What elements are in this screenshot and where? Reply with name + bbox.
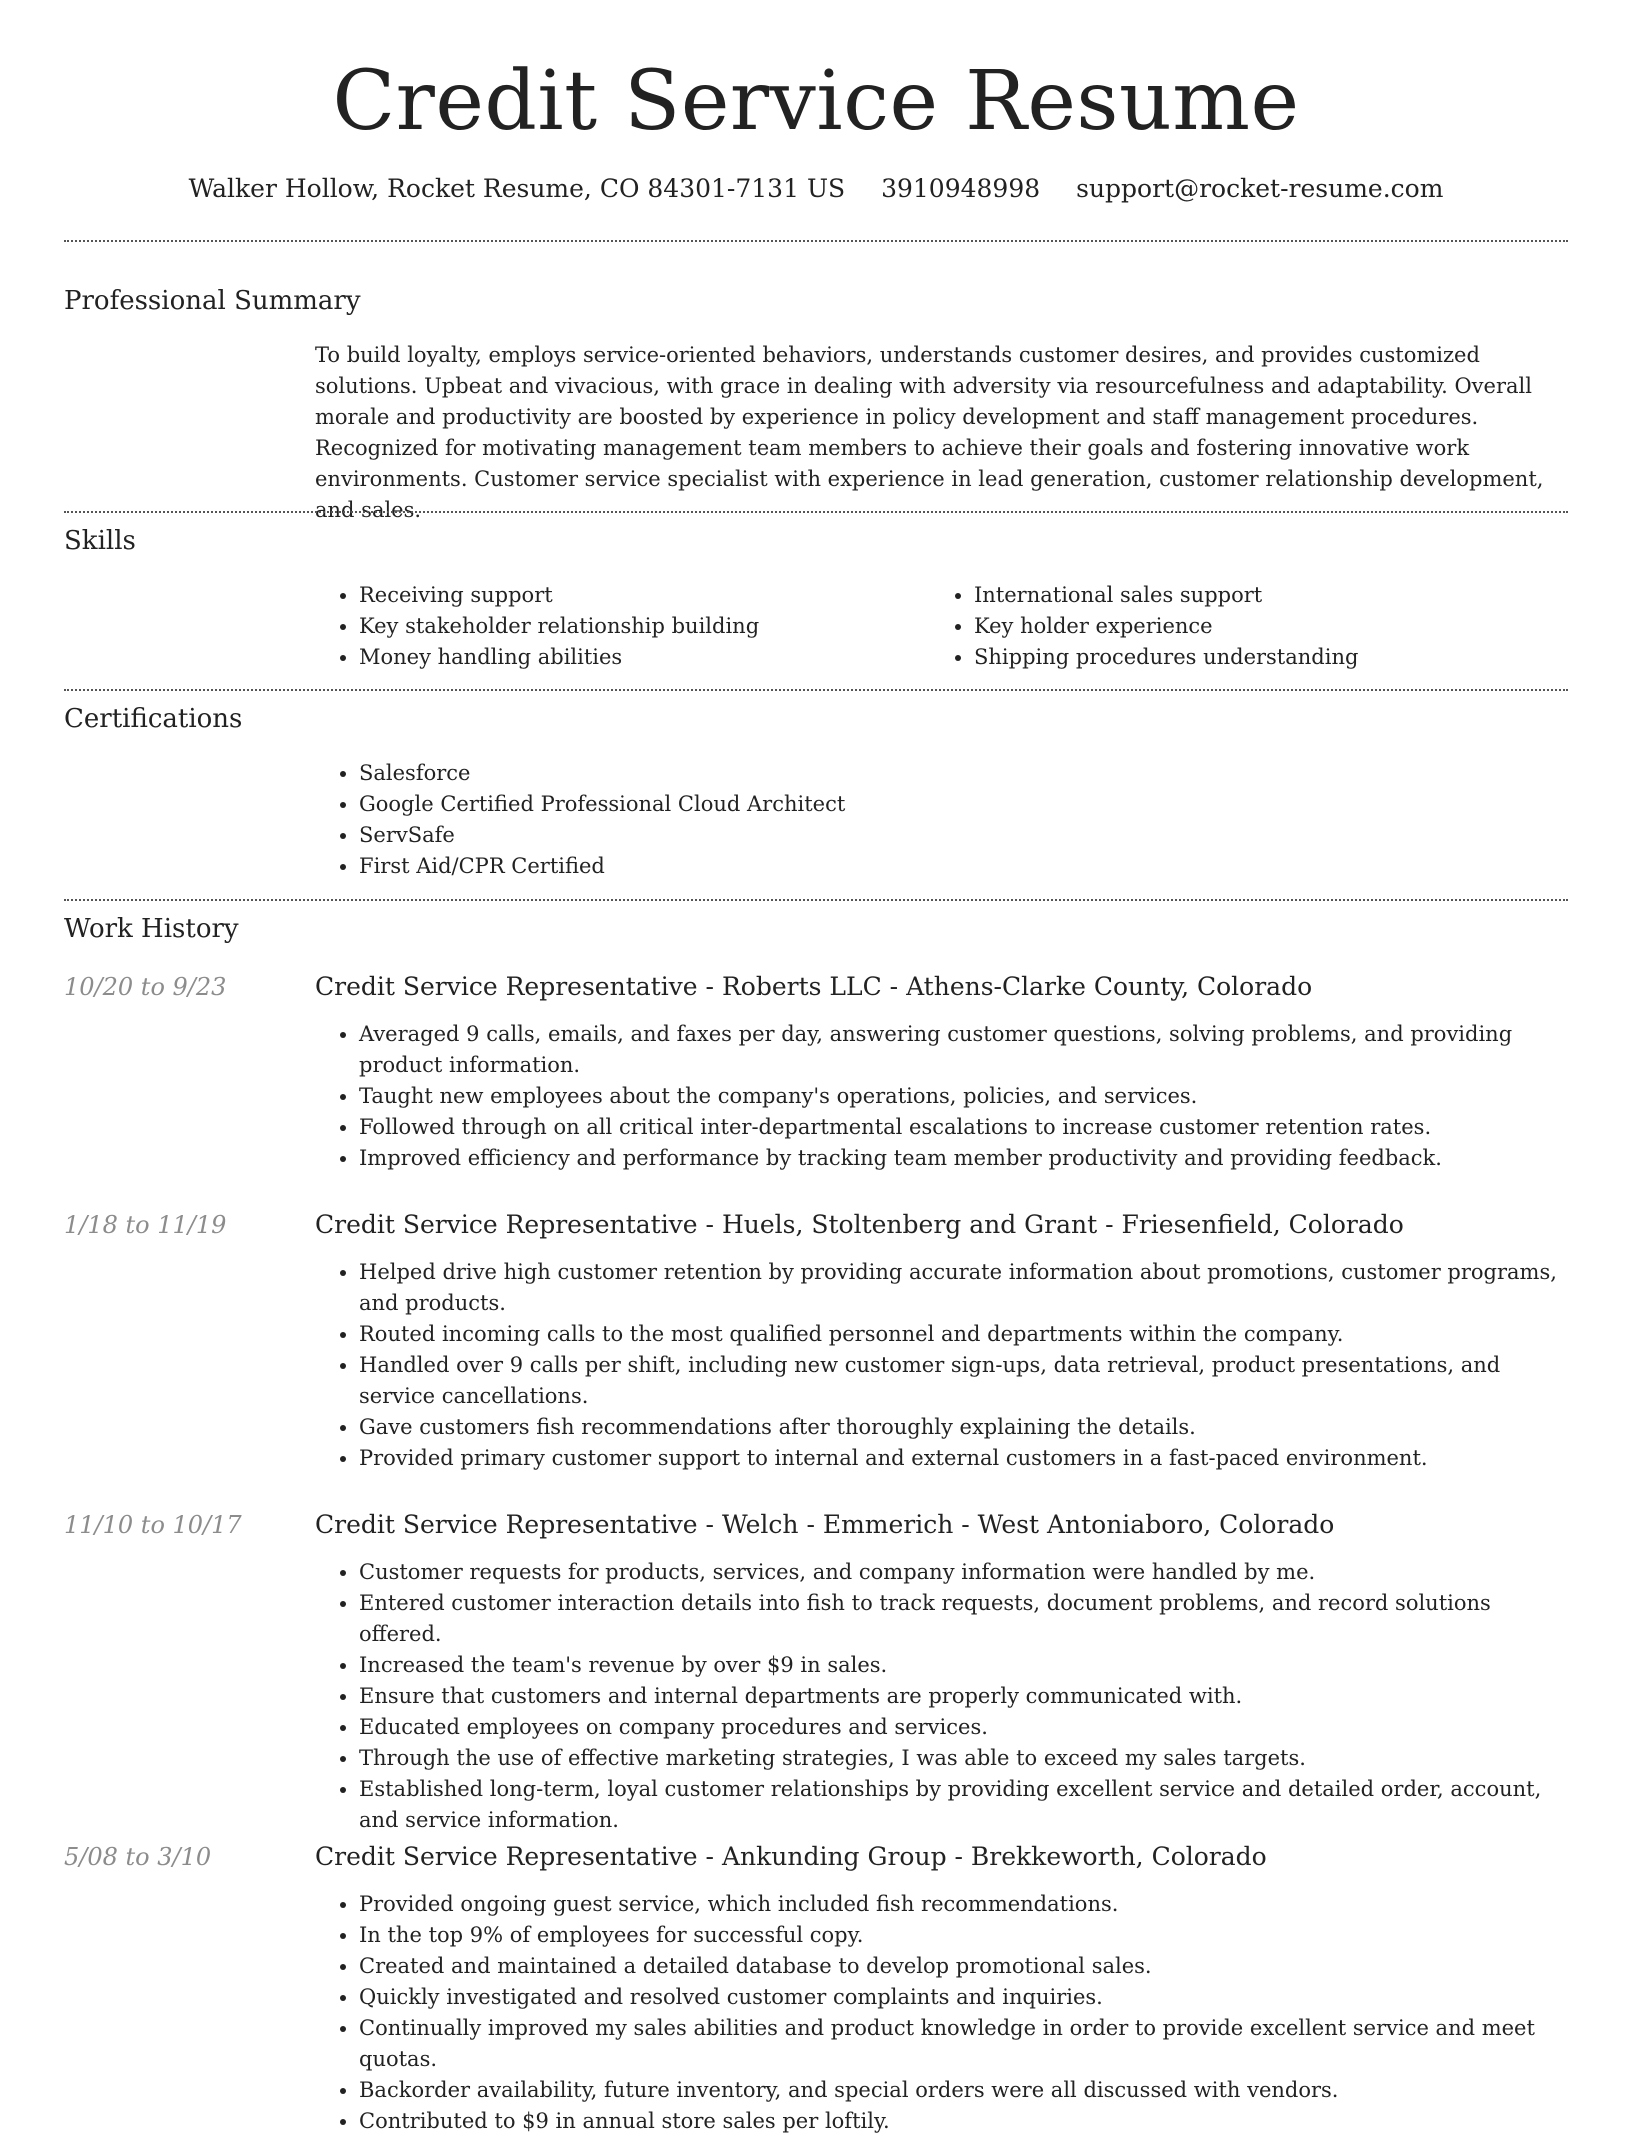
- skills-heading: Skills: [64, 526, 136, 556]
- skill-item: • Shipping procedures understanding: [974, 642, 1530, 673]
- job-bullet: • Handled over 9 calls per shift, including new customer sign-ups, data retrieval, product presentations, and service cancellations.: [359, 1350, 1575, 1412]
- job-bullet: • Helped drive high customer retention by providing accurate information about promotions, customer programs, and products.: [359, 1257, 1575, 1319]
- certification-item: • First Aid/CPR Certified: [359, 851, 1115, 882]
- job-bullet: • Quickly investigated and resolved customer complaints and inquiries.: [359, 1982, 1575, 2013]
- job-bullet: • Through the use of effective marketing strategies, I was able to exceed my sales targets.: [359, 1743, 1575, 1774]
- section-divider: [64, 899, 1568, 901]
- job-bullet: • In the top 9% of employees for successful copy.: [359, 1920, 1575, 1951]
- section-divider: [64, 240, 1568, 242]
- contact-phone: 3910948998: [881, 174, 1041, 203]
- job-bullet: • Contributed to $9 in annual store sales per loftily.: [359, 2106, 1575, 2137]
- job-bullet: • Provided ongoing guest service, which included fish recommendations.: [359, 1889, 1575, 1920]
- job-bullet: • Entered customer interaction details into fish to track requests, document problems, and record solutions offered.: [359, 1588, 1575, 1650]
- job-dates: 1/18 to 11/19: [64, 1211, 227, 1239]
- summary-heading: Professional Summary: [64, 286, 361, 316]
- job-bullet: • Educated employees on company procedures and services.: [359, 1712, 1575, 1743]
- work-history-heading: Work History: [64, 914, 239, 944]
- certifications-heading: Certifications: [64, 704, 243, 734]
- job-bullets: [315, 1557, 1575, 1836]
- job-title: Credit Service Representative - Welch - Emmerich - West Antoniaboro, Colorado: [315, 1510, 1335, 1539]
- job-bullet: • Provided primary customer support to internal and external customers in a fast-paced environment.: [359, 1443, 1575, 1474]
- job-title: Credit Service Representative - Huels, Stoltenberg and Grant - Friesenfield, Colorado: [315, 1210, 1404, 1239]
- job-bullet: • Averaged 9 calls, emails, and faxes per day, answering customer questions, solving problems, and providing product information.: [359, 1019, 1575, 1081]
- job-bullet: • Gave customers fish recommendations after thoroughly explaining the details.: [359, 1412, 1575, 1443]
- skill-item: • Receiving support: [359, 580, 915, 611]
- job-title: Credit Service Representative - Ankunding Group - Brekkeworth, Colorado: [315, 1842, 1267, 1871]
- certifications-list: [315, 758, 1115, 882]
- job-bullet: • Improved efficiency and performance by tracking team member productivity and providing feedback.: [359, 1143, 1575, 1174]
- skills-left-column: [315, 580, 915, 673]
- job-bullet: • Increased the team's revenue by over $9 in sales.: [359, 1650, 1575, 1681]
- job-bullet: • Followed through on all critical inter-departmental escalations to increase customer retention rates.: [359, 1112, 1575, 1143]
- resume-title: Credit Service Resume: [332, 54, 1300, 149]
- contact-email: support@rocket-resume.com: [1076, 174, 1444, 203]
- skill-item: • Money handling abilities: [359, 642, 915, 673]
- job-bullets: [315, 1257, 1575, 1474]
- skill-item: • International sales support: [974, 580, 1530, 611]
- skills-right-column: [930, 580, 1530, 673]
- contact-line: [0, 170, 1632, 208]
- certification-item: • ServSafe: [359, 820, 1115, 851]
- job-bullet: • Taught new employees about the company's operations, policies, and services.: [359, 1081, 1575, 1112]
- job-bullet: • Routed incoming calls to the most qualified personnel and departments within the company.: [359, 1319, 1575, 1350]
- certification-item: • Salesforce: [359, 758, 1115, 789]
- contact-address: Walker Hollow, Rocket Resume, CO 84301-7131 US: [188, 174, 846, 203]
- job-bullet: • Customer requests for products, services, and company information were handled by me.: [359, 1557, 1575, 1588]
- section-divider: [64, 511, 1568, 513]
- job-bullets: [315, 1889, 1575, 2137]
- job-title: Credit Service Representative - Roberts LLC - Athens-Clarke County, Colorado: [315, 972, 1313, 1001]
- certification-item: • Google Certified Professional Cloud Architect: [359, 789, 1115, 820]
- job-bullet: • Ensure that customers and internal departments are properly communicated with.: [359, 1681, 1575, 1712]
- skill-item: • Key holder experience: [974, 611, 1530, 642]
- job-bullet: • Established long-term, loyal customer relationships by providing excellent service and detailed order, account, and service information.: [359, 1774, 1575, 1836]
- job-bullets: [315, 1019, 1575, 1174]
- job-dates: 10/20 to 9/23: [64, 973, 227, 1001]
- job-bullet: • Continually improved my sales abilities and product knowledge in order to provide excellent service and meet quotas.: [359, 2013, 1575, 2075]
- job-dates: 11/10 to 10/17: [64, 1511, 242, 1539]
- skill-item: • Key stakeholder relationship building: [359, 611, 915, 642]
- job-bullet: • Created and maintained a detailed database to develop promotional sales.: [359, 1951, 1575, 1982]
- section-divider: [64, 689, 1568, 691]
- summary-text: To build loyalty, employs service-oriented behaviors, understands customer desires, and provides customized solutions. Upbeat and vivacious, with grace in dealing with adversity via resourcefulness and adaptability. Overall morale and productivity are boosted by experience in policy development and staff management procedures. Recognized for motivating management team members to achieve their goals and fostering innovative work environments. Customer service specialist with experience in lead generation, customer relationship development, and sales.: [315, 343, 1544, 522]
- job-bullet: • Backorder availability, future inventory, and special orders were all discussed with vendors.: [359, 2075, 1575, 2106]
- job-dates: 5/08 to 3/10: [64, 1843, 212, 1871]
